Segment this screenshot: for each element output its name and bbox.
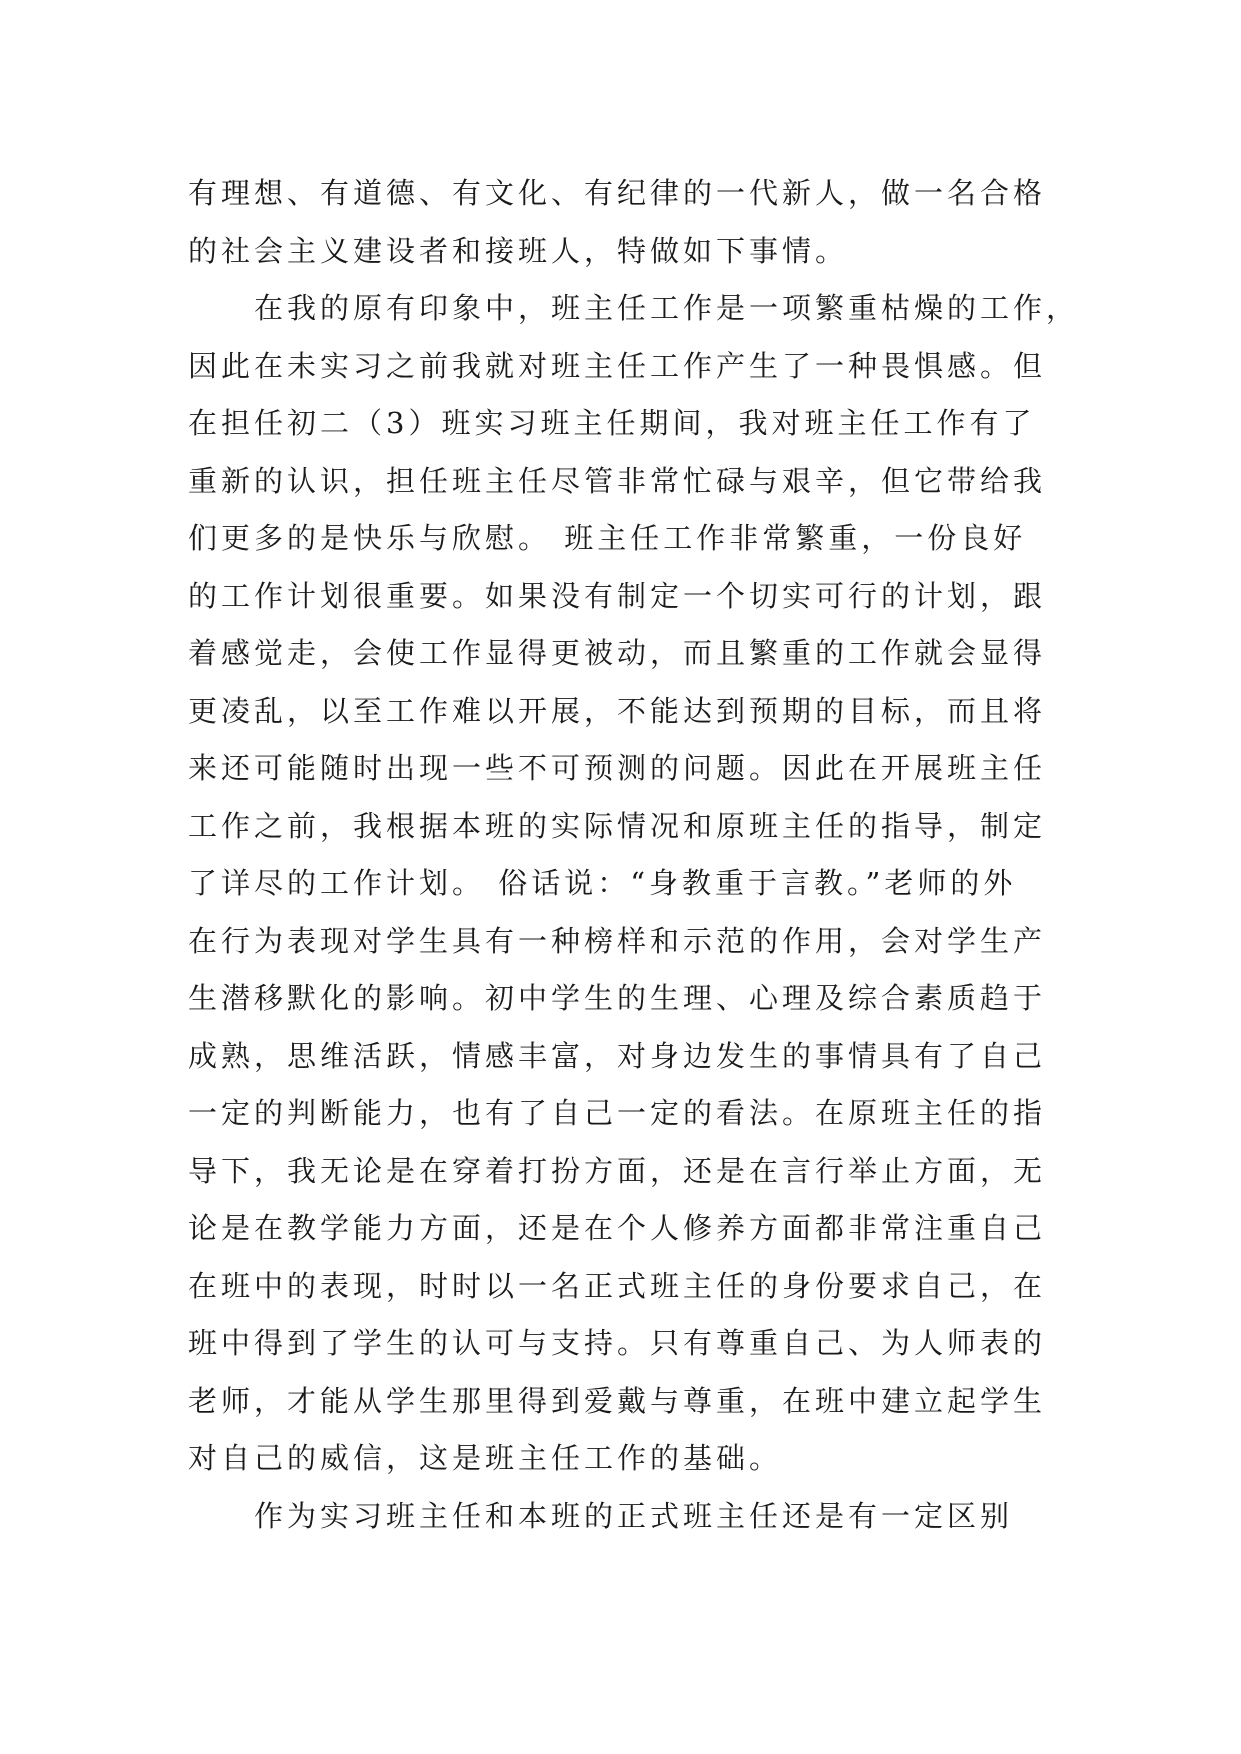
text-line: 老师，才能从学生那里得到爱戴与尊重，在班中建立起学生	[188, 1383, 1047, 1418]
text-line: 因此在未实习之前我就对班主任工作产生了一种畏惧感。但	[188, 348, 1047, 383]
text-line: 对自己的威信，这是班主任工作的基础。	[188, 1441, 783, 1475]
text-line: 来还可能随时出现一些不可预测的问题。因此在开展班主任	[188, 751, 1047, 785]
text-line: 有理想、有道德、有文化、有纪律的一代新人，做一名合格	[188, 176, 1047, 210]
text-line: 着感觉走，会使工作显得更被动，而且繁重的工作就会显得	[188, 636, 1047, 670]
text-line: 作为实习班主任和本班的正式班主任还是有一定区别	[188, 1498, 1014, 1533]
text-line: 了详尽的工作计划。 俗话说：“身教重于言教。”老师的外	[188, 866, 1017, 900]
text-line: 重新的认识，担任班主任尽管非常忙碌与艰辛，但它带给我	[188, 463, 1047, 498]
text-line: 在我的原有印象中，班主任工作是一项繁重枯燥的工作，	[188, 291, 1080, 325]
text-line: 的工作计划很重要。如果没有制定一个切实可行的计划，跟	[188, 578, 1047, 613]
text-line: 在担任初二（3）班实习班主任期间，我对班主任工作有了	[188, 406, 1036, 440]
text-line: 工作之前，我根据本班的实际情况和原班主任的指导，制定	[188, 808, 1047, 843]
text-line: 们更多的是快乐与欣慰。 班主任工作非常繁重，一份良好	[188, 521, 1027, 555]
text-line: 在行为表现对学生具有一种榜样和示范的作用，会对学生产	[188, 923, 1047, 958]
text-line: 论是在教学能力方面，还是在个人修养方面都非常注重自己	[188, 1211, 1047, 1245]
text-line: 一定的判断能力，也有了自己一定的看法。在原班主任的指	[188, 1096, 1047, 1130]
text-line: 班中得到了学生的认可与支持。只有尊重自己、为人师表的	[188, 1326, 1047, 1360]
text-line: 的社会主义建设者和接班人，特做如下事情。	[188, 233, 849, 268]
text-line: 更凌乱，以至工作难以开展，不能达到预期的目标，而且将	[188, 693, 1047, 728]
text-line: 在班中的表现，时时以一名正式班主任的身份要求自己，在	[188, 1268, 1047, 1303]
text-line: 生潜移默化的影响。初中学生的生理、心理及综合素质趋于	[188, 981, 1047, 1015]
text-line: 成熟，思维活跃，情感丰富，对身边发生的事情具有了自己	[188, 1038, 1047, 1073]
text-line: 导下，我无论是在穿着打扮方面，还是在言行举止方面，无	[188, 1153, 1047, 1188]
body-text	[188, 165, 1088, 1545]
